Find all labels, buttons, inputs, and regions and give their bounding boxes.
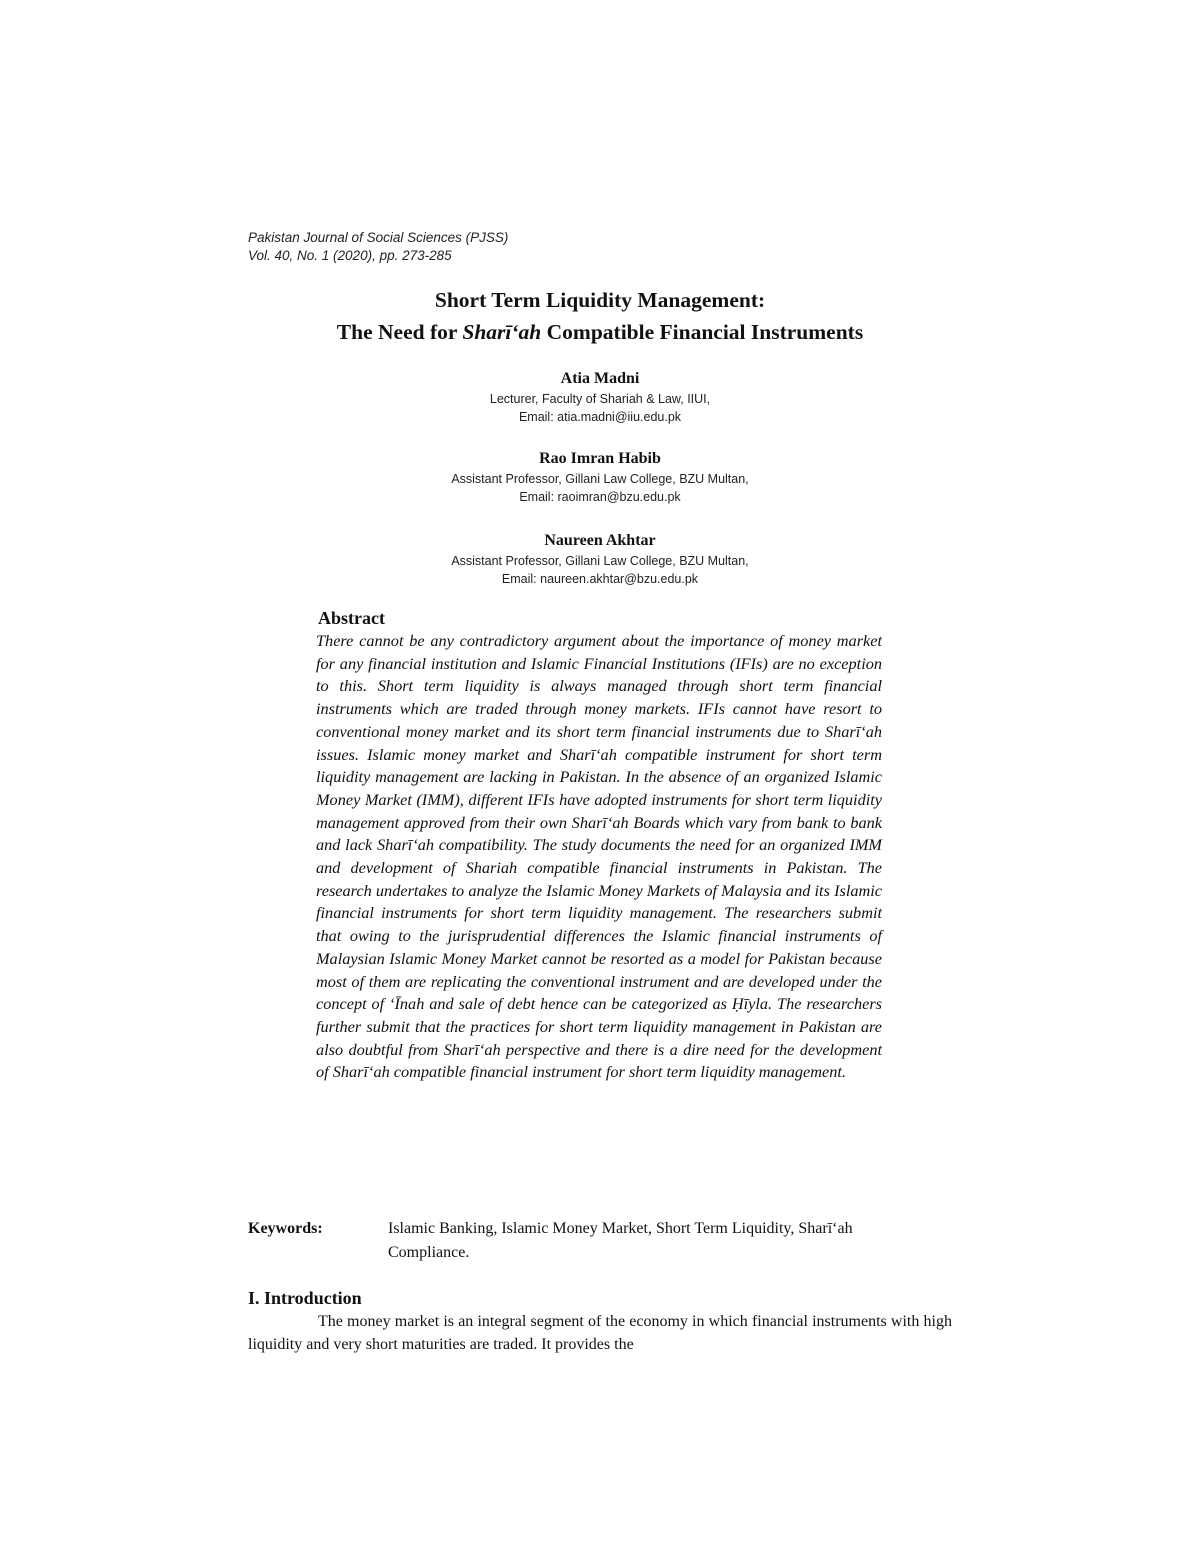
abstract-body: There cannot be any contradictory argument about the importance of money market for any financial institution and Islamic Financial Institutions (IFIs) are no exception to this. Short term liquidity is always managed through short term financial instruments which are traded through money markets. IFIs cannot have resort to conventional money market and its short term financial instruments due to Sharī‘ah issues. Islamic money market and Sharī‘ah compatible instrument for short term liquidity management are lacking in Pakistan. In the absence of an organized Islamic Money Market (IMM), different IFIs have adopted instruments for short term liquidity management approved from their own Sharī‘ah Boards which vary from bank to bank and lack Sharī‘ah compatibility. The study documents the need for an organized IMM and development of Shariah compatible financial instruments in Pakistan. The research undertakes to analyze the Islamic Money Markets of Malaysia and its Islamic financial instruments for short term liquidity management. The researchers submit that owing to the jurisprudential differences the Islamic financial instruments of Malaysian Islamic Money Market cannot be resorted as a model for Pakistan because most of them are replicating the conventional instrument and are developed under the concept of ‘Īnah and sale of debt hence can be categorized as Ḥīyla. The researchers further submit that the practices for short term liquidity management in Pakistan are also doubtful from Sharī‘ah perspective and there is a dire need for the development of Sharī‘ah compatible financial instrument for short term liquidity management. [316,631,882,1082]
introduction-paragraph: The money market is an integral segment of the economy in which financial instruments with high liquidity and very short maturities are traded. It provides the [248,1313,952,1353]
author-name: Rao Imran Habib [539,450,661,467]
author-name: Naureen Akhtar [544,532,656,549]
keywords-label: Keywords: [248,1220,323,1237]
journal-volume: Vol. 40, No. 1 (2020), pp. 273-285 [248,248,452,263]
title-line-2-italic: Sharī‘ah [462,320,542,344]
author-email: Email: atia.madni@iiu.edu.pk [518,410,682,424]
abstract-heading: Abstract [318,608,385,628]
title-line-2-suffix: Compatible Financial Instruments [541,320,864,344]
title-line-2 [150,316,1050,348]
journal-name: Pakistan Journal of Social Sciences (PJSS) [248,230,509,245]
author-block [300,448,900,506]
section-heading-introduction: I. Introduction [248,1288,362,1308]
title-line-1: Short Term Liquidity Management: [434,288,766,312]
author-block [300,530,900,588]
author-email: Email: naureen.akhtar@bzu.edu.pk [501,572,699,586]
author-affiliation: Assistant Professor, Gillani Law College, BZU Multan, [451,554,749,568]
author-block [300,368,900,426]
author-affiliation: Assistant Professor, Gillani Law College, BZU Multan, [451,472,749,486]
keywords-text: Islamic Banking, Islamic Money Market, Short Term Liquidity, Sharī‘ah Compliance. [388,1220,853,1261]
author-affiliation: Lecturer, Faculty of Shariah & Law, IIUI, [489,392,711,406]
paper-title [150,284,1050,348]
author-name: Atia Madni [560,370,640,387]
author-email: Email: raoimran@bzu.edu.pk [519,490,681,504]
journal-citation [248,229,508,265]
title-line-2-prefix: The Need for [336,320,463,344]
